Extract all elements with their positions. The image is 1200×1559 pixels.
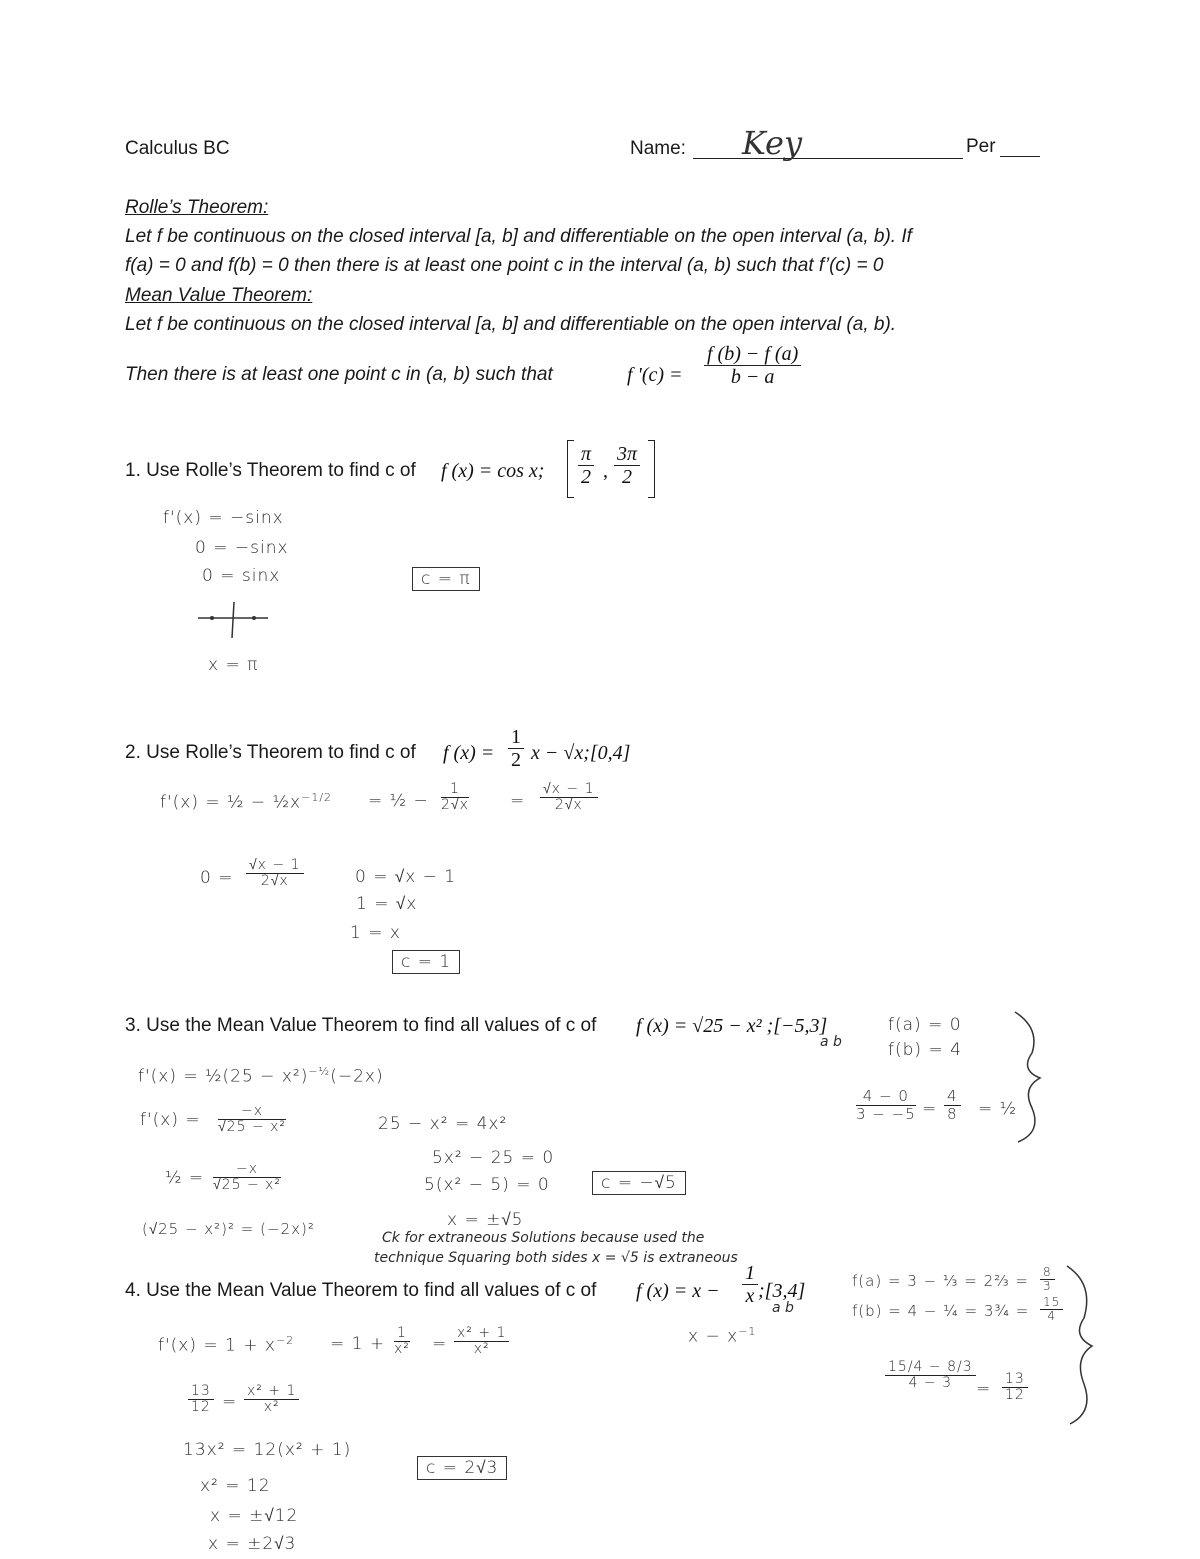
rolle-line-2: f(a) = 0 and f(b) = 0 then there is at least one point c in the interval (a, b) such that f’(c) = 0 <box>125 255 884 276</box>
mvt-denominator: b − a <box>730 366 775 388</box>
p4-brace <box>1062 1262 1102 1428</box>
interval-a: $\frac{\pi}{2}$ <box>578 443 594 488</box>
p3-answer: c = −√5 <box>592 1171 686 1195</box>
mvt-title: Mean Value Theorem: <box>125 285 313 306</box>
p2-eq1-frac: $\frac{1}{2√x}$ <box>441 781 469 814</box>
p3-set-frac: $\frac{-x}{\text{√25 − x²}}$ <box>213 1161 282 1194</box>
p3-square: (√25 − x²)² = (−2x)² <box>142 1220 315 1238</box>
p4-fa: f(a) = 3 − ⅓ = 2⅔ = <box>852 1272 1029 1290</box>
p3-ab-labels: a b <box>820 1034 842 1050</box>
p3-slope-eq: = <box>922 1099 938 1119</box>
p4-slope-eq: = <box>976 1379 992 1399</box>
p3-step-3: 5(x² − 5) = 0 <box>424 1175 550 1195</box>
p2-eq2-frac: $\frac{√x - 1}{2√x}$ <box>540 782 598 814</box>
p4-deriv-eq: = <box>432 1334 448 1354</box>
p2-step-2: 1 = √x <box>356 894 418 914</box>
per-label: Per <box>966 136 996 157</box>
p3-slope-frac2: $\frac{4}{8}$ <box>944 1088 961 1122</box>
p4-set-res: $\frac{\text{x² + 1}}{\text{x²}}$ <box>244 1384 299 1416</box>
p2-step-1: 0 = √x − 1 <box>355 867 457 887</box>
p3-deriv2-frac: $\frac{-x}{\text{√25 − x²}}$ <box>218 1103 287 1136</box>
p3-slope-frac: $\frac{4 - 0}{3 - -5}$ <box>856 1087 916 1123</box>
p4-deriv-mid: = 1 + <box>330 1334 386 1354</box>
p2-zero: 0 = <box>200 868 234 888</box>
mvt-line-1: Let f be continuous on the closed interval [a, b] and differentiable on the open interval (a, b). <box>125 314 897 335</box>
p4-step-3: x = ±√12 <box>210 1506 299 1526</box>
p2-derivative: f'(x) = ½ − $\frac{1}{2}x^{-1/2}$ <box>160 791 333 813</box>
mvt-lhs: f '(c) = <box>627 364 683 386</box>
p4-set-frac: $\frac{13}{12}$ <box>188 1384 214 1416</box>
p2-eq1: = ½ − <box>368 791 429 811</box>
p4-step-1: 13x² = 12(x² + 1) <box>183 1440 352 1460</box>
p3-derivative: f'(x) = ½(25 − x²)$^{-\frac{1}{2}}$(−2x) <box>138 1065 384 1087</box>
p1-work-2: 0 = −sinx <box>195 538 289 558</box>
p3-slope-result: = ½ <box>978 1099 1018 1119</box>
p3-fb: f(b) = 4 <box>888 1040 962 1060</box>
p4-rewrite: $x - x^{-1}$ <box>688 1325 757 1347</box>
p4-slope-frac: $\frac{15/4 - 8/3}{4 - 3}$ <box>885 1360 976 1392</box>
problem-1-interval: $\frac{\pi}{2}$ , $\frac{3\pi}{2}$ <box>567 440 655 498</box>
p3-note-2: technique Squaring both sides x = √5 is extraneous <box>374 1250 738 1266</box>
problem-1-prompt: 1. Use Rolle’s Theorem to find c of <box>125 460 416 481</box>
p3-fa: f(a) = 0 <box>888 1015 962 1035</box>
p4-fa-frac: $\frac{8}{3}$ <box>1040 1266 1055 1293</box>
problem-4-func-pre: f (x) = x − <box>636 1280 720 1302</box>
p3-step-2: 5x² − 25 = 0 <box>432 1148 555 1168</box>
course-title: Calculus BC <box>125 138 230 159</box>
problem-3-prompt: 3. Use the Mean Value Theorem to find all values of c of <box>125 1015 597 1036</box>
p4-derivative: $f'(x) = 1 + x^{-2}$ <box>158 1334 295 1356</box>
problem-4-func-frac: $\frac{1}{x}$ <box>742 1262 758 1307</box>
interval-b: $\frac{3\pi}{2}$ <box>614 443 640 488</box>
p3-set-pre: ½ = <box>165 1168 205 1188</box>
p1-work-1: f'(x) = −sinx <box>163 508 284 528</box>
p4-step-4: x = ±2√3 <box>208 1534 297 1554</box>
p3-step-1: 25 − x² = 4x² <box>378 1114 508 1134</box>
p3-step-4: x = ±√5 <box>447 1210 524 1230</box>
problem-4-prompt: 4. Use the Mean Value Theorem to find all values of c of <box>125 1280 597 1301</box>
p1-answer: c = π <box>412 567 480 591</box>
p2-answer: c = 1 <box>392 950 460 974</box>
per-underline <box>1000 156 1040 157</box>
p4-fb-frac: $\frac{15}{4}$ <box>1040 1296 1063 1323</box>
problem-2-prompt: 2. Use Rolle’s Theorem to find c of <box>125 742 416 763</box>
p4-deriv-mid-frac: $\frac{1}{\text{x²}}$ <box>394 1325 410 1358</box>
p3-deriv2-pre: f'(x) = <box>140 1110 201 1130</box>
problem-1-function: f (x) = cos x; <box>441 460 545 482</box>
p4-slope-res: $\frac{13}{12}$ <box>1002 1372 1028 1404</box>
mvt-line-2: Then there is at least one point c in (a, b) such that <box>125 364 553 385</box>
p1-work-4: x = π <box>208 655 259 675</box>
problem-3-function: f (x) = √25 − x² ;[−5,3] <box>636 1015 828 1037</box>
rolle-line-1: Let f be continuous on the closed interval [a, b] and differentiable on the open interval (a, b). If <box>125 226 912 247</box>
p4-answer: c = 2√3 <box>417 1456 507 1480</box>
p2-eq2: = <box>510 791 526 811</box>
name-underline <box>693 158 963 159</box>
p4-step-2: x² = 12 <box>200 1476 271 1496</box>
p2-step-3: 1 = x <box>350 923 401 943</box>
problem-2-func-pre: f (x) = <box>443 742 495 764</box>
p4-ab-labels: a b <box>772 1300 794 1316</box>
p3-brace <box>1010 1008 1050 1146</box>
rolle-title: Rolle’s Theorem: <box>125 197 269 218</box>
p4-deriv-res: $\frac{\text{x² + 1}}{\text{x²}}$ <box>454 1326 509 1358</box>
problem-2-func-post: x − √x;[0,4] <box>531 742 631 764</box>
problem-2-func-frac: $\frac{1}{2}$ <box>508 726 524 771</box>
name-label: Name: <box>630 138 686 159</box>
p3-note-1: Ck for extraneous Solutions because used the <box>382 1230 705 1246</box>
problem-4-func-post: ;[3,4] <box>758 1280 806 1302</box>
mvt-numerator: f (b) − f (a) <box>704 343 801 366</box>
mvt-fraction <box>704 343 801 388</box>
p1-sketch <box>198 600 270 640</box>
name-signature: Key <box>742 124 803 162</box>
p4-set-eq: = <box>222 1392 238 1412</box>
p2-zero-frac: $\frac{√x - 1}{2√x}$ <box>246 858 304 890</box>
p1-work-3: 0 = sinx <box>202 566 281 586</box>
p4-fb: f(b) = 4 − ¼ = 3¾ = <box>852 1302 1030 1320</box>
